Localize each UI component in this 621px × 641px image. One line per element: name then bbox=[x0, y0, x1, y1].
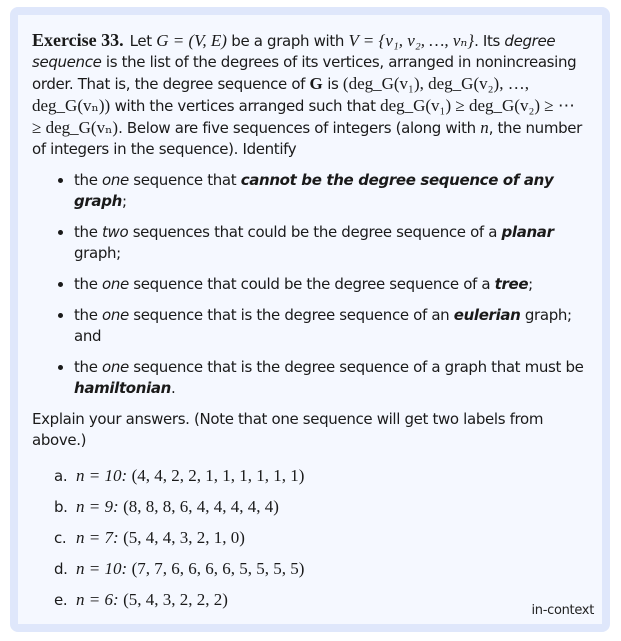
item-label: c. bbox=[54, 529, 67, 547]
emphasis: one bbox=[102, 171, 129, 189]
math: n bbox=[480, 118, 489, 137]
sequence-item bbox=[54, 496, 588, 518]
sequence-item bbox=[54, 589, 588, 611]
keyword: eulerian bbox=[453, 306, 521, 324]
list-item bbox=[74, 305, 588, 347]
sequence-n: n = 6: bbox=[76, 590, 119, 609]
emphasis: two bbox=[102, 223, 129, 241]
text: ; bbox=[121, 192, 127, 210]
sequence-values: (8, 8, 8, 6, 4, 4, 4, 4, 4) bbox=[123, 497, 279, 516]
keyword: tree bbox=[494, 275, 529, 293]
sequence-n: n = 10: bbox=[76, 559, 128, 578]
text: the bbox=[74, 306, 102, 324]
sequence-list bbox=[32, 465, 588, 611]
emphasis: one bbox=[102, 275, 129, 293]
sequence-values: (5, 4, 3, 2, 2, 2) bbox=[123, 590, 228, 609]
text: sequence that bbox=[128, 171, 241, 189]
keyword: planar bbox=[501, 223, 554, 241]
math: G bbox=[309, 74, 323, 93]
text: sequence that could be the degree sequence of a bbox=[128, 275, 495, 293]
text: is bbox=[322, 75, 343, 93]
math: deg_G(v₁) ≥ deg_G(v₂) ≥ ⋯ ≥ deg_G(vₙ) bbox=[32, 96, 575, 137]
list-item bbox=[74, 357, 588, 399]
item-label: d. bbox=[54, 560, 68, 578]
text: the bbox=[74, 171, 102, 189]
text: ; bbox=[528, 275, 533, 293]
math: (deg_G(v₁), deg_G(v₂), …, deg_G(vₙ)) bbox=[32, 74, 529, 115]
item-label: b. bbox=[54, 498, 68, 516]
text: graph; bbox=[74, 244, 121, 262]
sequence-item bbox=[54, 465, 588, 487]
text: . Its bbox=[474, 32, 505, 50]
exercise-card bbox=[10, 7, 610, 632]
keyword: hamiltonian bbox=[74, 379, 171, 397]
emphasis: one bbox=[102, 306, 129, 324]
text: the bbox=[74, 358, 102, 376]
sequence-values: (5, 4, 4, 3, 2, 1, 0) bbox=[123, 528, 245, 547]
text: . Below are five sequences of integers (along with bbox=[118, 119, 481, 137]
sequence-item bbox=[54, 527, 588, 549]
list-item bbox=[74, 222, 588, 264]
sequence-values: (4, 4, 2, 2, 1, 1, 1, 1, 1, 1) bbox=[131, 466, 305, 485]
list-item bbox=[74, 274, 588, 295]
emphasis: one bbox=[102, 358, 129, 376]
keyword: cannot be the degree sequence of any graph bbox=[74, 171, 554, 210]
in-context-link[interactable]: in-context bbox=[531, 603, 594, 618]
text: is the list of the degrees of its vertices, arranged in nonincreasing order. That is, the degree sequence of bbox=[32, 53, 577, 93]
text: sequences that could be the degree sequence of a bbox=[128, 223, 502, 241]
sequence-n: n = 9: bbox=[76, 497, 119, 516]
text: be a graph with bbox=[226, 32, 349, 50]
math: G = (V, E) bbox=[156, 31, 227, 50]
sequence-item bbox=[54, 558, 588, 580]
text: the bbox=[74, 275, 102, 293]
math: V = {v₁, v₂, …, vₙ} bbox=[348, 31, 475, 50]
sequence-values: (7, 7, 6, 6, 6, 6, 5, 5, 5, 5) bbox=[131, 559, 305, 578]
item-label: e. bbox=[54, 591, 68, 609]
item-label: a. bbox=[54, 467, 68, 485]
exercise-label: Exercise 33. bbox=[32, 30, 124, 50]
sequence-n: n = 10: bbox=[76, 466, 128, 485]
text: sequence that is the degree sequence of an bbox=[128, 306, 454, 324]
list-item bbox=[74, 170, 588, 212]
exercise-intro bbox=[32, 30, 588, 160]
text: . bbox=[170, 379, 176, 397]
explain-text: Explain your answers. (Note that one sequence will get two labels from above.) bbox=[32, 410, 544, 449]
text: , the number of integers in the sequence). Identify bbox=[32, 119, 582, 158]
sequence-n: n = 7: bbox=[76, 528, 119, 547]
text: the bbox=[74, 223, 102, 241]
text: Let bbox=[129, 32, 157, 50]
text: graph; and bbox=[74, 306, 572, 345]
criteria-list bbox=[32, 170, 588, 399]
text: sequence that is the degree sequence of a graph that must be bbox=[128, 358, 584, 376]
text: with the vertices arranged such that bbox=[110, 97, 381, 115]
term: degree sequence bbox=[32, 32, 556, 71]
